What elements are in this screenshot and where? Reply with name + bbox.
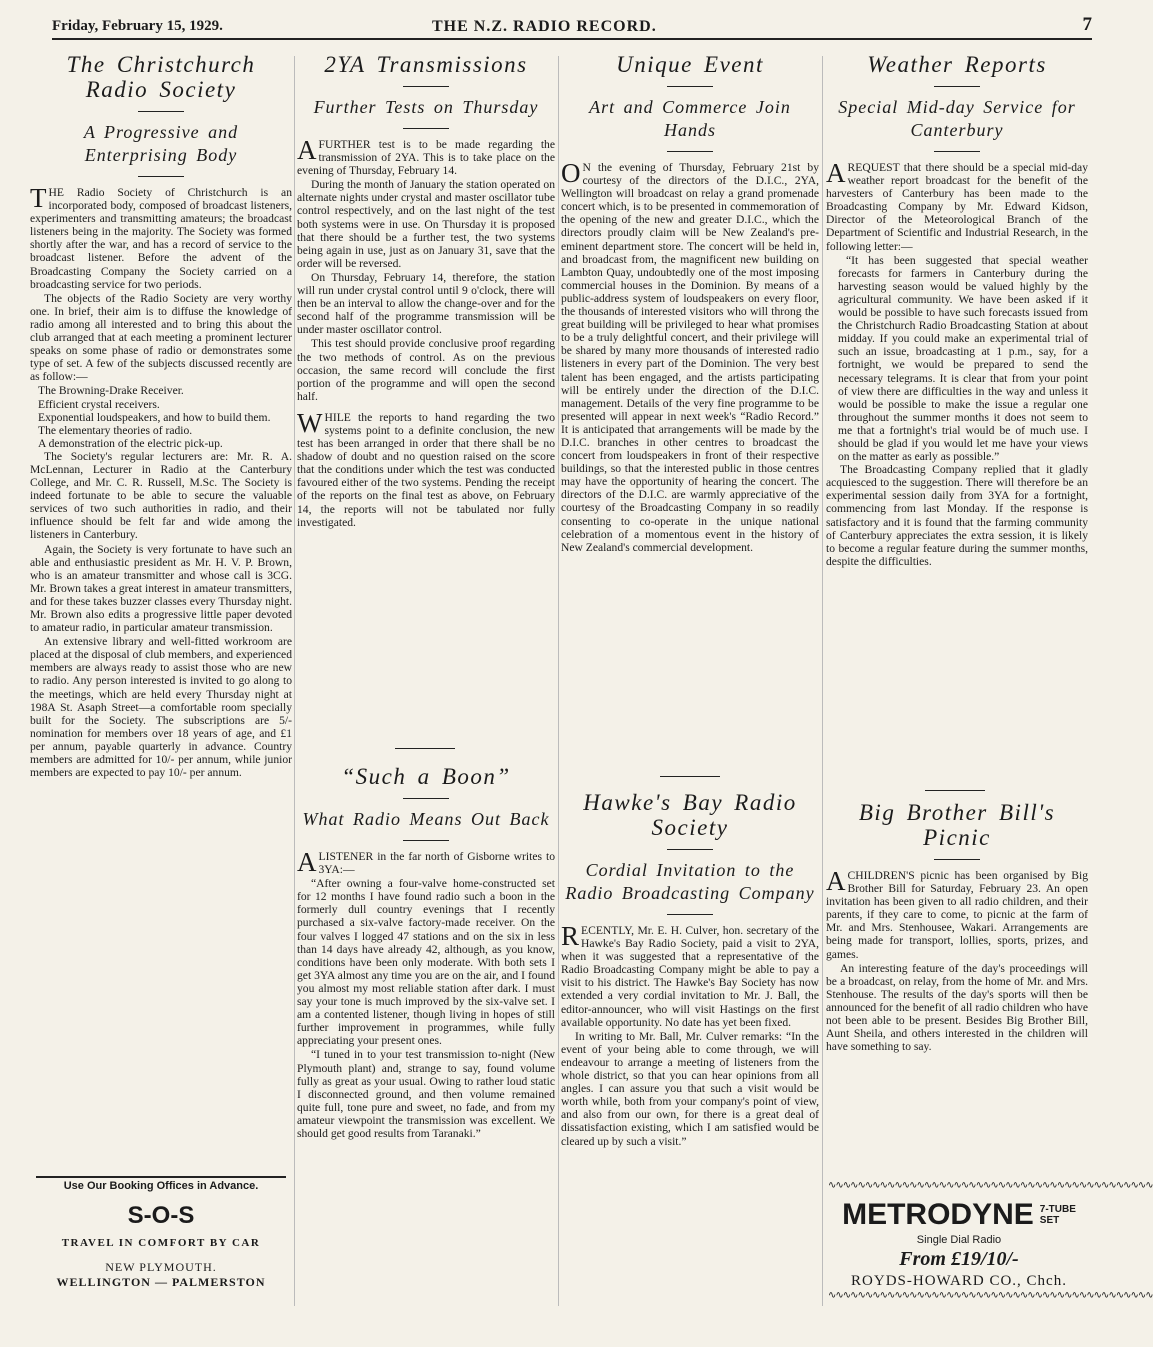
wave-border-icon: ∿∿∿∿∿∿∿∿∿∿∿∿∿∿∿∿∿∿∿∿∿∿∿∿∿∿∿∿∿∿∿∿∿∿∿∿∿∿∿∿∿∿∿∿ bbox=[828, 1180, 1153, 1191]
rule bbox=[138, 111, 184, 112]
paragraph: “After owning a four-valve home-constructed set for 12 months I have found radio such a boon in the formerly dull country evenings that I recently purchased a six-valve factory-made receiver. On the four valves I logged 47 stations and on the six in less than 14 days have already 42, although, as you know, conditions have been only moderate. With both sets I get 3YA almost any time you are on the air, and I found you almost my most reliable station after dark. I must say your tone is much improved by the six-valve set. I am a contented listener, though living in hopes of still further improvement in programmes, while fully appreciating your present ones. bbox=[297, 877, 555, 1048]
paragraph: Again, the Society is very fortunate to have such an able and enthusiastic president as Mr. H. V. P. Brown, who is an amateur transmitter and whose call is 3CG. Mr. Brown takes a great interest in amateur transmitters, and for these takes buzzer classes every Thursday night. Mr. Brown also edits a progressive little paper devoted to amateur radio, in particular amateur transmission. bbox=[30, 542, 292, 635]
rule bbox=[925, 790, 985, 791]
paragraph: An interesting feature of the day's proceedings will be a broadcast, on relay, from the home of Mr. and Mrs. Stenhouse. The results of the day's sports will then be announced for the benefit of all radio children who have not been able to be present. Besides Big Brother Bill, Aunt Sheila, and others interested in the children will have something to say. bbox=[826, 961, 1088, 1054]
article-body bbox=[30, 183, 292, 780]
list-item: Exponential loudspeakers, and how to build them. bbox=[38, 410, 271, 424]
paragraph: An extensive library and well-fitted workroom are placed at the disposal of club members, and experienced members are always ready to assist those who are new to radio. Any person interested is invited to go along to the meetings, which are held every Thursday night at 198A St. Asaph Street—a comfortable room specially built for the Society. The subscriptions are 5/- nomination for members over 18 years of age, and £1 per annum, payable quarterly in advance. Country members are admitted for 10/- per annum, while junior members are expected to pay 10/- per annum. bbox=[30, 635, 292, 780]
column-divider bbox=[294, 56, 295, 1306]
headline: The Christchurch Radio Society bbox=[66, 52, 256, 102]
paragraph: The objects of the Radio Society are very worthy one. In brief, their aim is to diffuse the knowledge of radio among all interested and to bring this about the club arranged that at each meeting a prominent lecturer speaks on some phase of radio or demonstrates some type of set. A few of the subjects discussed recently are as follow:— bbox=[30, 291, 292, 384]
subheading: Cordial Invitation to the Radio Broadcasting Company bbox=[565, 860, 815, 903]
ad-brand-row bbox=[828, 1198, 1090, 1232]
paragraph: The Broadcasting Company replied that it gladly acquiesced to the suggestion. There will therefore be an experimental session daily from 3YA for a fortnight, commencing from last Monday. If the response is satisfactory and it is found that the farming community of Canterbury appreciates the extra session, it is likely to become a regular feature during the summer months, despite the difficulties. bbox=[826, 463, 1088, 568]
headline: Hawke's Bay Radio Society bbox=[583, 790, 797, 840]
article-unique-event bbox=[561, 52, 819, 772]
subheading: A Progressive and Enterprising Body bbox=[83, 122, 239, 165]
paragraph: WHILE the reports to hand regarding the two systems point to a definite conclusion, the new test has been arranged in order that there shall be no shadow of doubt and no question raised on the score that the conditions under which the test was conducted favoured either of the two systems. Pending the receipt of the reports on the final test as above, on February 14, the reports will not be tabulated nor fully investigated. bbox=[297, 407, 555, 529]
ad-dealer: ROYDS-HOWARD CO., Chch. bbox=[851, 1273, 1067, 1289]
ad-tube: 7-TUBE bbox=[1039, 1204, 1076, 1215]
ad-tagline: TRAVEL IN COMFORT BY CAR bbox=[61, 1237, 261, 1249]
list-item: The Browning-Drake Receiver. bbox=[38, 384, 184, 398]
rule bbox=[395, 748, 455, 749]
rule bbox=[403, 128, 449, 129]
rule bbox=[660, 776, 720, 777]
article-christchurch-radio-society bbox=[30, 52, 292, 1170]
metrodyne-advertisement bbox=[828, 1180, 1153, 1301]
column-divider bbox=[558, 56, 559, 1306]
paragraph: RECENTLY, Mr. E. H. Culver, hon. secretary of the Hawke's Bay Radio Society, paid a visit to 2YA, when it was suggested that a representative of the Radio Broadcasting Company might be able to pay a visit to his district. The Hawke's Bay Society has now extended a very cordial invitation to Mr. J. Ball, the editor-announcer, who will visit Hastings on the first available opportunity. No date has yet been fixed. bbox=[561, 921, 819, 1029]
ad-brand: S-O-S bbox=[127, 1202, 195, 1229]
paragraph: In writing to Mr. Ball, Mr. Culver remarks: “In the event of your being able to come through, we will endeavour to arrange a meeting of listeners from the whole district, so that you can hear opinions from all angles. I can assure you that such a visit would be worth while, both from your company's point of view, and also from our own, for there is a great deal of dissatisfaction existing, which I am satisfied would be cleared up by such a visit.” bbox=[561, 1029, 819, 1148]
ad-set: SET bbox=[1039, 1215, 1060, 1226]
rule bbox=[403, 798, 449, 799]
article-body bbox=[297, 847, 555, 1140]
list-item: The elementary theories of radio. bbox=[38, 423, 193, 437]
headline: 2YA Transmissions bbox=[324, 52, 528, 77]
quoted-letter: “It has been suggested that special weather forecasts for farmers in Canterbury during the harvesting season would be valued highly by the agricultural community. We have been asked if it would be possible to have such forecasts issued from the Christchurch Radio Broadcasting Station at about midday. If you could make an experimental trial of such an issue, broadcasting at 1 p.m., say, for a fortnight, we would be prepared to send the necessary telegrams. It is clear that from your point of view there are difficulties in the way and unless it would be possible to make the issue a regular one throughout the summer months it does not seem to me that a fortnight's trial would be of much use. I should be glad if you would let me have your views on the matter as early as possible.” bbox=[838, 253, 1088, 464]
paragraph: “I tuned in to your test transmission to-night (New Plymouth plant) and, strange to say, found volume fully as great as your usual. Owing to rather loud static I disconnected ground, and then volume remained quite full, tone pure and sweet, no fade, and from my amateur viewpoint the transmission was excellent. We should get good results from Taranaki.” bbox=[297, 1048, 555, 1140]
paragraph: On Thursday, February 14, therefore, the station will run under crystal control until 9 o'clock, there will then be an interval to allow the change-over and for the second half of the programme transmission will be under master oscillator control. bbox=[297, 270, 555, 337]
subheading: Further Tests on Thursday bbox=[313, 97, 539, 117]
paragraph: AREQUEST that there should be a special mid-day weather report broadcast for the benefit of the harvesters of Canterbury has been made to the Broadcasting Company by Mr. Edward Kidson, Director of the Meteorological Branch of the Department of Scientific and Industrial Research, in the following letter:— bbox=[826, 158, 1088, 253]
rule bbox=[667, 914, 713, 915]
headline: “Such a Boon” bbox=[341, 764, 511, 789]
subheading: Art and Commerce Join Hands bbox=[589, 97, 791, 140]
list-item: Efficient crystal receivers. bbox=[38, 397, 160, 411]
article-weather-reports bbox=[826, 52, 1088, 787]
ad-cities: WELLINGTON — PALMERSTON bbox=[56, 1275, 266, 1289]
paragraph: THE Radio Society of Christchurch is an incorporated body, composed of broadcast listeners, experimenters and transmitting amateurs; the broadcast listeners being in the majority. The Society was formed shortly after the war, and has a record of service to the broadcast listener. Before the advent of the Broadcasting Company the Society carried on a broadcasting service for two periods. bbox=[30, 183, 292, 291]
article-such-a-boon bbox=[297, 764, 555, 1309]
rule bbox=[403, 86, 449, 87]
article-body bbox=[561, 158, 819, 554]
rule bbox=[667, 849, 713, 850]
rule bbox=[667, 151, 713, 152]
page-number: 7 bbox=[1082, 14, 1092, 35]
paragraph: ALISTENER in the far north of Gisborne writes to 3YA:— bbox=[297, 847, 555, 877]
article-body bbox=[561, 921, 819, 1148]
article-body bbox=[826, 866, 1088, 1054]
wave-border-icon: ∿∿∿∿∿∿∿∿∿∿∿∿∿∿∿∿∿∿∿∿∿∿∿∿∿∿∿∿∿∿∿∿∿∿∿∿∿∿∿∿∿∿∿∿ bbox=[828, 1290, 1153, 1301]
article-2ya-transmissions bbox=[297, 52, 555, 752]
ad-border bbox=[36, 1176, 286, 1178]
ad-city: NEW PLYMOUTH. bbox=[105, 1260, 217, 1274]
ad-price: From £19/10/- bbox=[899, 1248, 1019, 1270]
subheading: Special Mid-day Service for Canterbury bbox=[838, 97, 1076, 140]
article-body bbox=[826, 158, 1088, 568]
rule bbox=[667, 86, 713, 87]
ad-tube-label bbox=[1040, 1204, 1076, 1226]
rule bbox=[934, 86, 980, 87]
publication-title: THE N.Z. RADIO RECORD. bbox=[432, 18, 657, 35]
article-hawkes-bay-radio-society bbox=[561, 790, 819, 1310]
article-big-brother-bills-picnic bbox=[826, 800, 1088, 1165]
issue-date: Friday, February 15, 1929. bbox=[52, 18, 223, 34]
headline: Unique Event bbox=[616, 52, 764, 77]
ad-brand: METRODYNE bbox=[842, 1198, 1034, 1231]
paragraph: ACHILDREN'S picnic has been organised by Big Brother Bill for Saturday, February 23. An open invitation has been given to all radio children, and their parents, if they care to come, to picnic at the farm of Mr. and Mrs. Stenhousee, Wakari. Arrangements are being made for transport, lollies, sports, prizes, and games. bbox=[826, 866, 1088, 961]
headline: Weather Reports bbox=[867, 52, 1047, 77]
article-body bbox=[297, 135, 555, 529]
subheading: What Radio Means Out Back bbox=[302, 809, 550, 829]
paragraph: This test should provide conclusive proof regarding the two methods of control. As on the previous occasion, the same record will conclude the first portion of the programme and will open the second half. bbox=[297, 337, 555, 403]
paragraph: AFURTHER test is to be made regarding the transmission of 2YA. This is to take place on the evening of Thursday, February 14. bbox=[297, 135, 555, 178]
rule bbox=[403, 840, 449, 841]
list-item: A demonstration of the electric pick-up. bbox=[38, 436, 223, 450]
rule bbox=[934, 859, 980, 860]
ad-line: Use Our Booking Offices in Advance. bbox=[63, 1180, 259, 1192]
paragraph: ON the evening of Thursday, February 21st by courtesy of the directors of the D.I.C., 2YA, Wellington will broadcast on relay a grand promenade concert which, is to be presented in commemoration of the opening of the new and greater D.I.C., which the directors proudly claim will be New Zealand's pre-eminent department store. The concert will be held in, and broadcast from, the magnificent new building on Lambton Quay, undoubtedly one of the most imposing commercial houses in the Dominion. By means of a public-address system of loudspeakers on every floor, the thousands of interested visitors who will throng the great building will be privileged to hear what promises to be a truly delightful concert, and their privilege will be shared by many more thousands of interested radio listeners in every part of the Dominion. The very best talent has been engaged, and the artists participating will be entirely under the direction of the D.I.C. management. Details of the very fine programme to be presented will appear in next week's “Radio Record.” It is anticipated that arrangements will be made by the D.I.C. branches in other centres to broadcast the concert from loudspeakers in front of their respective buildings, so that the interested public in those centres may have the opportunity of hearing the concert. The directors of the D.I.C. are warmly appreciative of the courtesy of the Broadcasting Company in so readily consenting to co-operate in the unique national celebration of a momentous event in the history of New Zealand's commercial development. bbox=[561, 158, 819, 554]
masthead bbox=[52, 14, 1092, 40]
rule bbox=[138, 176, 184, 177]
paragraph: The Society's regular lecturers are: Mr. R. A. McLennan, Lecturer in Radio at the Canterbury College, and Mr. C. R. Russell, M.Sc. The Society is indeed fortunate to be able to secure the valuable services of two such authorities in radio, and their influence should be felt far and wide among the listeners in Canterbury. bbox=[30, 449, 292, 542]
sos-advertisement bbox=[36, 1180, 286, 1310]
ad-description: Single Dial Radio bbox=[916, 1234, 1002, 1246]
paragraph: During the month of January the station operated on alternate nights under crystal and master oscillator tube control respectively, and on the last night of the test both systems were in use. On Thursday it is proposed that there should be a further test, the two systems being again in use, just as on January 31, save that the order will be reversed. bbox=[297, 178, 555, 270]
rule bbox=[934, 151, 980, 152]
column-divider bbox=[822, 56, 823, 1306]
headline: Big Brother Bill's Picnic bbox=[858, 800, 1056, 850]
